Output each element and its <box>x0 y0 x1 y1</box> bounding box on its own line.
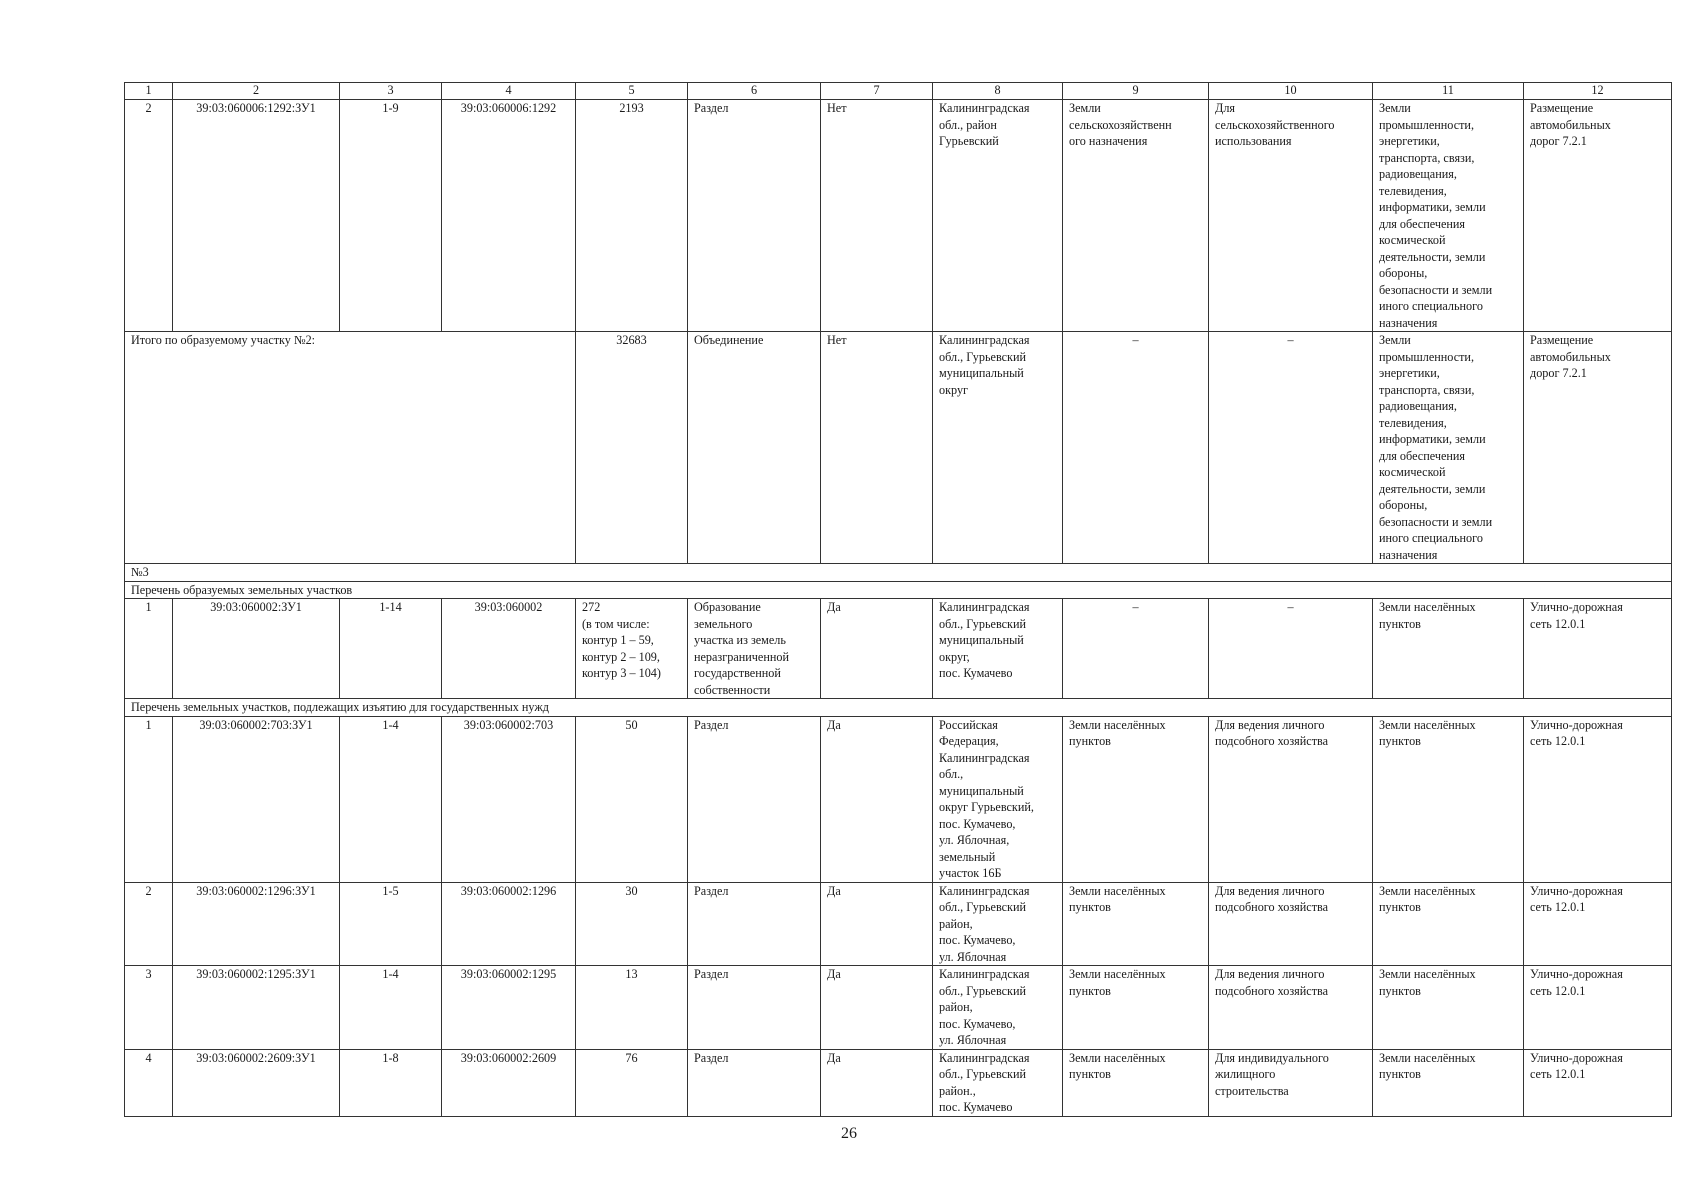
table-cell: 2193 <box>576 100 688 332</box>
section-heading-cell: Перечень земельных участков, подлежащих изъятию для государственных нужд <box>125 699 1672 717</box>
table-cell: Да <box>821 1049 933 1116</box>
column-number-cell: 12 <box>1524 83 1672 100</box>
table-cell: 1-5 <box>340 882 442 966</box>
table-row <box>125 100 1672 332</box>
table-cell: – <box>1209 599 1373 699</box>
table-cell: 39:03:060002:2609 <box>442 1049 576 1116</box>
table-cell: Нет <box>821 100 933 332</box>
table-cell: Калининградская обл., Гурьевский муниципальный округ <box>933 332 1063 564</box>
table-cell: 39:03:060002 <box>442 599 576 699</box>
table-cell: 39:03:060002:1296:ЗУ1 <box>173 882 340 966</box>
table-row <box>125 882 1672 966</box>
table-cell: – <box>1063 599 1209 699</box>
table-cell: Калининградская обл., Гурьевский район, пос. Кумачево, ул. Яблочная <box>933 882 1063 966</box>
table-cell: Для ведения личного подсобного хозяйства <box>1209 716 1373 882</box>
table-cell: 39:03:060006:1292:ЗУ1 <box>173 100 340 332</box>
table-cell: Калининградская обл., Гурьевский муниципальный округ, пос. Кумачево <box>933 599 1063 699</box>
table-cell: Да <box>821 599 933 699</box>
table-cell: Образование земельного участка из земель неразграниченной государственной собственности <box>688 599 821 699</box>
section-heading-cell: №3 <box>125 564 1672 582</box>
table-cell: Раздел <box>688 1049 821 1116</box>
table-cell: Да <box>821 966 933 1050</box>
table-cell: 3 <box>125 966 173 1050</box>
column-number-cell: 2 <box>173 83 340 100</box>
table-cell: Для ведения личного подсобного хозяйства <box>1209 966 1373 1050</box>
table-cell: 2 <box>125 882 173 966</box>
table-cell: Земли населённых пунктов <box>1063 716 1209 882</box>
table-cell: 39:03:060002:1295:ЗУ1 <box>173 966 340 1050</box>
section-row <box>125 581 1672 599</box>
column-number-cell: 8 <box>933 83 1063 100</box>
table-cell: Объединение <box>688 332 821 564</box>
table-cell: 2 <box>125 100 173 332</box>
table-cell: Нет <box>821 332 933 564</box>
column-number-cell: 1 <box>125 83 173 100</box>
column-number-cell: 4 <box>442 83 576 100</box>
table-cell: Земли населённых пунктов <box>1373 716 1524 882</box>
column-number-cell: 10 <box>1209 83 1373 100</box>
table-cell: 4 <box>125 1049 173 1116</box>
table-cell: 39:03:060006:1292 <box>442 100 576 332</box>
table-row <box>125 599 1672 699</box>
page-number: 26 <box>841 1125 857 1142</box>
table-cell: Раздел <box>688 100 821 332</box>
table-cell: Земли населённых пунктов <box>1373 1049 1524 1116</box>
table-body <box>125 83 1672 1117</box>
table-cell: Земли населённых пунктов <box>1373 966 1524 1050</box>
table-cell: Земли промышленности, энергетики, транспорта, связи, радиовещания, телевидения, информатики, земли для обеспечения космической деятельности, земли обороны, безопасности и земли иного специального назначения <box>1373 332 1524 564</box>
table-cell: Земли населённых пунктов <box>1373 882 1524 966</box>
total-label-cell: Итого по образуемому участку №2: <box>125 332 576 564</box>
table-cell: 1-14 <box>340 599 442 699</box>
table-cell: Земли населённых пунктов <box>1063 966 1209 1050</box>
table-cell: 39:03:060002:2609:ЗУ1 <box>173 1049 340 1116</box>
table-cell: 39:03:060002:703 <box>442 716 576 882</box>
total-row <box>125 332 1672 564</box>
table-cell: 1-4 <box>340 716 442 882</box>
table-cell: Улично-дорожная сеть 12.0.1 <box>1524 599 1672 699</box>
table-cell: Улично-дорожная сеть 12.0.1 <box>1524 716 1672 882</box>
table-cell: Раздел <box>688 966 821 1050</box>
table-header-row <box>125 83 1672 100</box>
table-cell: Земли сельскохозяйственн ого назначения <box>1063 100 1209 332</box>
table-cell: Размещение автомобильных дорог 7.2.1 <box>1524 332 1672 564</box>
table-cell: 272 (в том числе: контур 1 – 59, контур 2 – 109, контур 3 – 104) <box>576 599 688 699</box>
section-row <box>125 564 1672 582</box>
table-cell: 50 <box>576 716 688 882</box>
table-cell: Земли промышленности, энергетики, транспорта, связи, радиовещания, телевидения, информатики, земли для обеспечения космической деятельности, земли обороны, безопасности и земли иного специального назначения <box>1373 100 1524 332</box>
table-cell: Для ведения личного подсобного хозяйства <box>1209 882 1373 966</box>
table-row <box>125 716 1672 882</box>
column-number-cell: 9 <box>1063 83 1209 100</box>
table-cell: Улично-дорожная сеть 12.0.1 <box>1524 966 1672 1050</box>
table-cell: 1 <box>125 599 173 699</box>
column-number-cell: 11 <box>1373 83 1524 100</box>
table-cell: Раздел <box>688 716 821 882</box>
table-cell: Улично-дорожная сеть 12.0.1 <box>1524 882 1672 966</box>
land-plots-table <box>124 82 1672 1117</box>
table-row <box>125 966 1672 1050</box>
table-cell: – <box>1209 332 1373 564</box>
table-cell: – <box>1063 332 1209 564</box>
table-cell: Калининградская обл., Гурьевский район, пос. Кумачево, ул. Яблочная <box>933 966 1063 1050</box>
section-heading-cell: Перечень образуемых земельных участков <box>125 581 1672 599</box>
table-cell: 39:03:060002:ЗУ1 <box>173 599 340 699</box>
table-cell: Земли населённых пунктов <box>1373 599 1524 699</box>
table-cell: 13 <box>576 966 688 1050</box>
table-cell: Да <box>821 882 933 966</box>
table-cell: 1-9 <box>340 100 442 332</box>
table-cell: 30 <box>576 882 688 966</box>
table-cell: Да <box>821 716 933 882</box>
table-cell: Земли населённых пунктов <box>1063 882 1209 966</box>
table-cell: Для индивидуального жилищного строительства <box>1209 1049 1373 1116</box>
table-cell: Для сельскохозяйственного использования <box>1209 100 1373 332</box>
table-cell: 32683 <box>576 332 688 564</box>
table-cell: Калининградская обл., Гурьевский район., пос. Кумачево <box>933 1049 1063 1116</box>
column-number-cell: 3 <box>340 83 442 100</box>
column-number-cell: 6 <box>688 83 821 100</box>
table-cell: Калининградская обл., район Гурьевский <box>933 100 1063 332</box>
table-cell: Земли населённых пунктов <box>1063 1049 1209 1116</box>
table-cell: 1 <box>125 716 173 882</box>
table-cell: Улично-дорожная сеть 12.0.1 <box>1524 1049 1672 1116</box>
column-number-cell: 7 <box>821 83 933 100</box>
table-cell: 76 <box>576 1049 688 1116</box>
table-cell: Российская Федерация, Калининградская обл., муниципальный округ Гурьевский, пос. Кумачево, ул. Яблочная, земельный участок 16Б <box>933 716 1063 882</box>
column-number-cell: 5 <box>576 83 688 100</box>
table-cell: 1-8 <box>340 1049 442 1116</box>
table-cell: Размещение автомобильных дорог 7.2.1 <box>1524 100 1672 332</box>
table-cell: 39:03:060002:1296 <box>442 882 576 966</box>
section-row <box>125 699 1672 717</box>
table-cell: 39:03:060002:1295 <box>442 966 576 1050</box>
table-cell: Раздел <box>688 882 821 966</box>
table-cell: 39:03:060002:703:ЗУ1 <box>173 716 340 882</box>
table-row <box>125 1049 1672 1116</box>
table-cell: 1-4 <box>340 966 442 1050</box>
